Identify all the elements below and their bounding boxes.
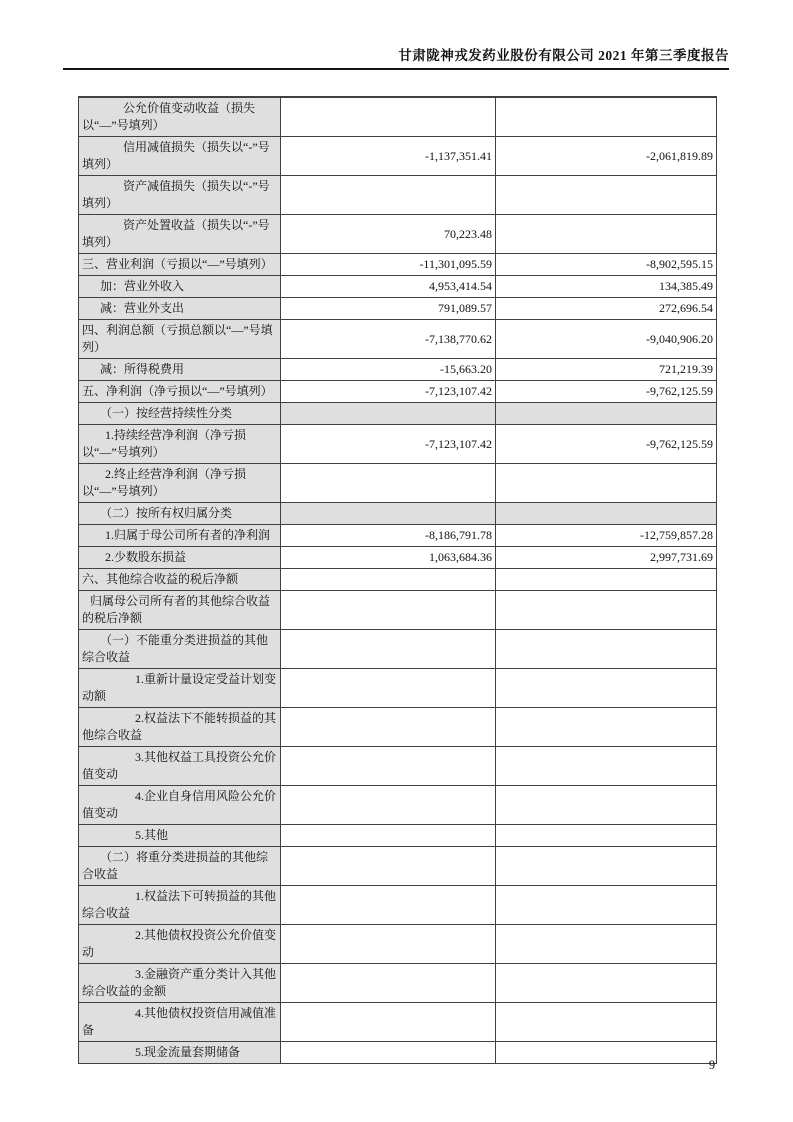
row-label: 三、营业利润（亏损以“—”号填列） (79, 254, 281, 276)
row-value-col2 (496, 464, 717, 503)
row-label: 减：营业外支出 (79, 298, 281, 320)
row-value-col1: -15,663.20 (281, 359, 496, 381)
row-value-col2: -9,762,125.59 (496, 381, 717, 403)
table-row (79, 847, 717, 886)
row-value-col2 (496, 786, 717, 825)
row-label: 信用减值损失（损失以“-”号填列） (79, 137, 281, 176)
row-value-col2 (496, 176, 717, 215)
row-value-col1 (281, 847, 496, 886)
row-value-col2 (496, 215, 717, 254)
row-value-col1 (281, 569, 496, 591)
row-label: 1.重新计量设定受益计划变动额 (79, 669, 281, 708)
table-row (79, 276, 717, 298)
row-label: （一）不能重分类进损益的其他综合收益 (79, 630, 281, 669)
row-value-col1 (281, 591, 496, 630)
row-value-col1 (281, 1003, 496, 1042)
row-value-col2 (496, 747, 717, 786)
table-row (79, 630, 717, 669)
row-value-col1 (281, 886, 496, 925)
row-label: 1.归属于母公司所有者的净利润 (79, 525, 281, 547)
table-row (79, 569, 717, 591)
table-row (79, 359, 717, 381)
table-row (79, 747, 717, 786)
table-row (79, 786, 717, 825)
row-value-col2: -8,902,595.15 (496, 254, 717, 276)
row-value-col1: -7,138,770.62 (281, 320, 496, 359)
row-value-col2 (496, 886, 717, 925)
row-label: 2.终止经营净利润（净亏损以“—”号填列） (79, 464, 281, 503)
table-row (79, 825, 717, 847)
row-value-col2 (496, 591, 717, 630)
row-value-col1: 70,223.48 (281, 215, 496, 254)
row-value-col2: 721,219.39 (496, 359, 717, 381)
row-label: 3.金融资产重分类计入其他综合收益的金额 (79, 964, 281, 1003)
table-row (79, 547, 717, 569)
row-value-col1 (281, 630, 496, 669)
row-label: 5.现金流量套期储备 (79, 1042, 281, 1064)
row-value-col2 (496, 847, 717, 886)
row-label: 五、净利润（净亏损以“—”号填列） (79, 381, 281, 403)
row-label: 公允价值变动收益（损失以“—”号填列） (79, 97, 281, 137)
row-label: （一）按经营持续性分类 (79, 403, 281, 425)
row-label: （二）将重分类进损益的其他综合收益 (79, 847, 281, 886)
row-value-col1 (281, 925, 496, 964)
row-value-col2 (496, 569, 717, 591)
row-label: 4.企业自身信用风险公允价值变动 (79, 786, 281, 825)
table-row (79, 1042, 717, 1064)
table-row (79, 298, 717, 320)
row-value-col2: -12,759,857.28 (496, 525, 717, 547)
row-value-col1 (281, 176, 496, 215)
row-value-col1 (281, 669, 496, 708)
table-row (79, 925, 717, 964)
row-value-col2: -9,762,125.59 (496, 425, 717, 464)
row-value-col2 (496, 669, 717, 708)
row-label: 1.权益法下可转损益的其他综合收益 (79, 886, 281, 925)
row-value-col1 (281, 464, 496, 503)
table-row (79, 525, 717, 547)
row-value-col1 (281, 786, 496, 825)
table-row (79, 215, 717, 254)
row-value-col1 (281, 503, 496, 525)
row-value-col1: -7,123,107.42 (281, 381, 496, 403)
row-label: （二）按所有权归属分类 (79, 503, 281, 525)
table-row (79, 591, 717, 630)
row-label: 5.其他 (79, 825, 281, 847)
row-value-col1 (281, 964, 496, 1003)
table-row (79, 254, 717, 276)
row-value-col2 (496, 825, 717, 847)
row-value-col2: 134,385.49 (496, 276, 717, 298)
row-value-col1 (281, 403, 496, 425)
table-row (79, 669, 717, 708)
table-row (79, 137, 717, 176)
page-header-title: 甘肃陇神戎发药业股份有限公司 2021 年第三季度报告 (63, 44, 729, 70)
row-label: 1.持续经营净利润（净亏损以“—”号填列） (79, 425, 281, 464)
row-value-col2 (496, 925, 717, 964)
row-value-col2: 272,696.54 (496, 298, 717, 320)
row-label: 资产减值损失（损失以“-”号填列） (79, 176, 281, 215)
row-value-col2 (496, 1042, 717, 1064)
row-label: 2.其他债权投资公允价值变动 (79, 925, 281, 964)
table-row (79, 97, 717, 137)
table-row (79, 425, 717, 464)
row-label: 资产处置收益（损失以“-”号填列） (79, 215, 281, 254)
page-number: 9 (708, 1058, 716, 1072)
table-row (79, 708, 717, 747)
row-label: 2.少数股东损益 (79, 547, 281, 569)
table-row (79, 176, 717, 215)
row-label: 减：所得税费用 (79, 359, 281, 381)
row-value-col2: 2,997,731.69 (496, 547, 717, 569)
row-label: 六、其他综合收益的税后净额 (79, 569, 281, 591)
row-value-col1 (281, 1042, 496, 1064)
row-label: 4.其他债权投资信用减值准备 (79, 1003, 281, 1042)
table-row (79, 1003, 717, 1042)
row-value-col2 (496, 503, 717, 525)
table-row (79, 320, 717, 359)
row-value-col1: -7,123,107.42 (281, 425, 496, 464)
row-value-col2 (496, 964, 717, 1003)
row-value-col1: -11,301,095.59 (281, 254, 496, 276)
row-value-col1 (281, 97, 496, 137)
row-value-col2 (496, 403, 717, 425)
row-value-col2 (496, 1003, 717, 1042)
table-row (79, 503, 717, 525)
row-value-col1 (281, 747, 496, 786)
row-value-col1: 4,953,414.54 (281, 276, 496, 298)
row-value-col2 (496, 630, 717, 669)
table-row (79, 886, 717, 925)
row-label: 归属母公司所有者的其他综合收益的税后净额 (79, 591, 281, 630)
row-value-col2: -2,061,819.89 (496, 137, 717, 176)
table-row (79, 381, 717, 403)
row-value-col1: -1,137,351.41 (281, 137, 496, 176)
row-label: 加：营业外收入 (79, 276, 281, 298)
row-label: 2.权益法下不能转损益的其他综合收益 (79, 708, 281, 747)
table-row (79, 464, 717, 503)
row-value-col1: 791,089.57 (281, 298, 496, 320)
row-label: 四、利润总额（亏损总额以“—”号填列） (79, 320, 281, 359)
income-statement-table (78, 96, 717, 1064)
row-value-col1: -8,186,791.78 (281, 525, 496, 547)
row-value-col2 (496, 708, 717, 747)
income-statement-rows (79, 97, 717, 1064)
row-value-col1 (281, 825, 496, 847)
row-value-col2: -9,040,906.20 (496, 320, 717, 359)
row-label: 3.其他权益工具投资公允价值变动 (79, 747, 281, 786)
table-row (79, 403, 717, 425)
row-value-col1 (281, 708, 496, 747)
row-value-col1: 1,063,684.36 (281, 547, 496, 569)
row-value-col2 (496, 97, 717, 137)
table-row (79, 964, 717, 1003)
